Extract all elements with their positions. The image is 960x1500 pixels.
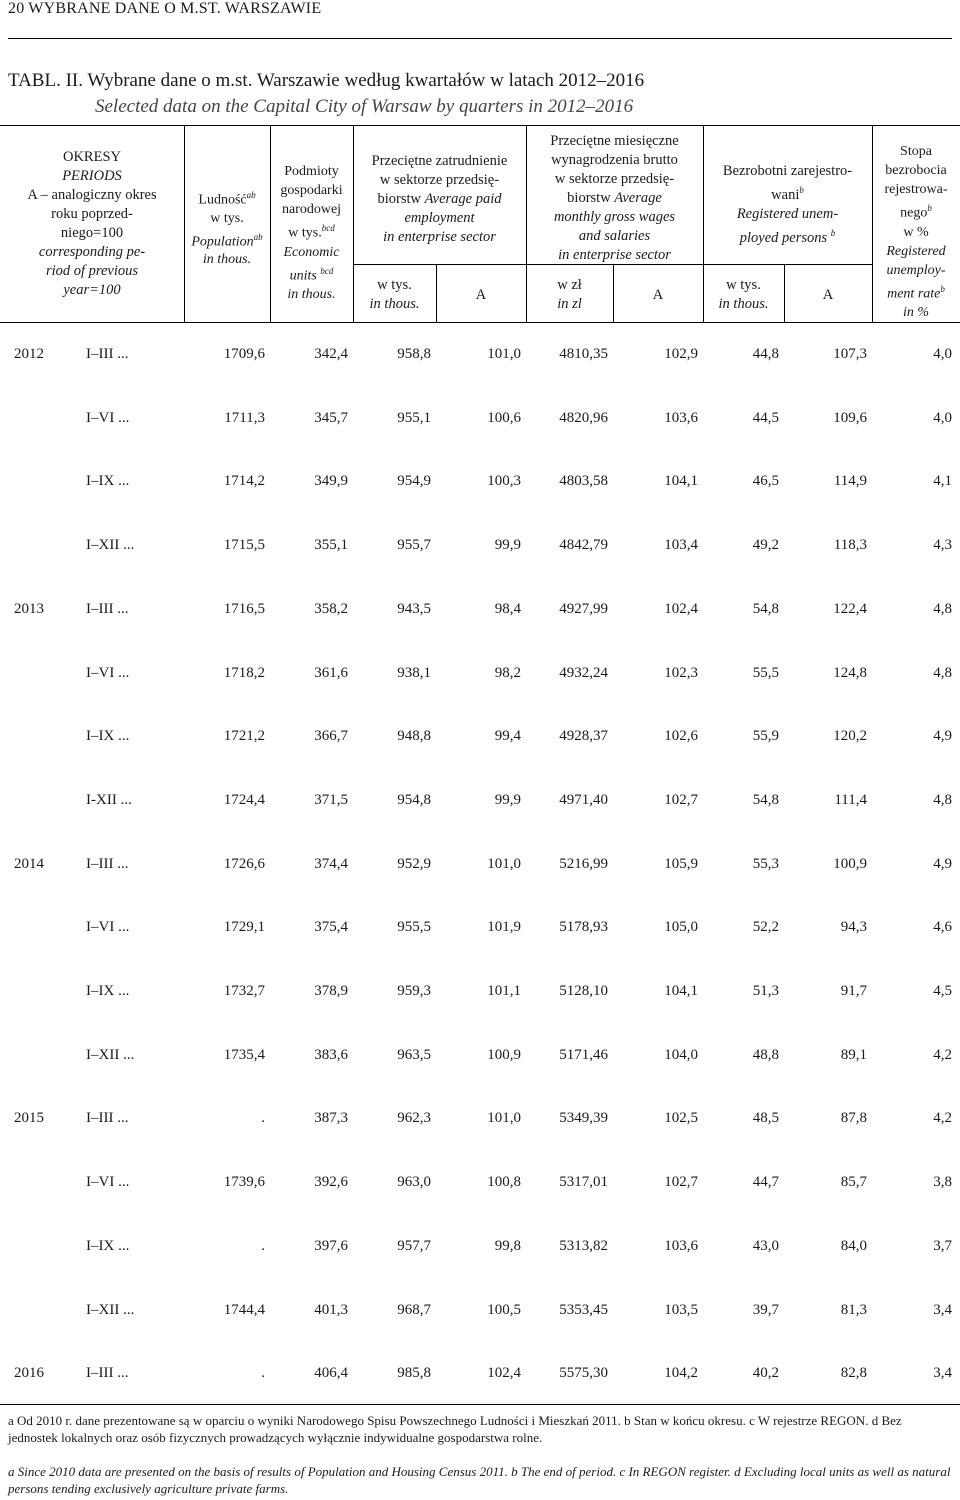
cell-rate: 3,7 (933, 1237, 952, 1254)
cell-wage: 5178,93 (559, 919, 608, 936)
cell-wage_a: 105,0 (664, 919, 698, 936)
cell-units: 358,2 (314, 600, 348, 617)
table-row (0, 1238, 960, 1268)
page-header: 20 WYBRANE DANE O M.ST. WARSZAWIE (8, 0, 322, 17)
table-row (0, 919, 960, 949)
table-row (0, 792, 960, 822)
cell-pop: 1739,6 (223, 1174, 265, 1191)
cell-wage: 5317,01 (559, 1174, 608, 1191)
cell-year: 2016 (14, 1365, 44, 1382)
footnotes-en: a Since 2010 data are presented on the basis of results of Population and Housing Census 2011. b The end of period. c In REGON register. d Excluding local units as well as natural persons tending exclusively agriculture private farms. (8, 1464, 951, 1496)
cell-period: I–III ... (86, 600, 129, 617)
cell-rate: 3,4 (933, 1301, 952, 1318)
cell-unemp: 54,8 (752, 600, 779, 617)
table-header-rule (0, 322, 960, 323)
cell-unemp: 44,8 (752, 346, 779, 362)
cell-period: I-XII ... (86, 791, 132, 808)
cell-period: I–XII ... (86, 1301, 135, 1318)
cell-unemp: 46,5 (752, 473, 779, 490)
cell-unemp_a: 122,4 (833, 600, 867, 617)
cell-unemp_a: 87,8 (840, 1110, 867, 1127)
cell-rate: 4,9 (933, 855, 952, 872)
cell-pop: 1724,4 (223, 791, 265, 808)
cell-period: I–III ... (86, 855, 129, 872)
cell-rate: 4,2 (933, 1110, 952, 1127)
cell-units: 406,4 (314, 1365, 348, 1382)
table-title: TABL. II. Wybrane dane o m.st. Warszawie według kwartałów w latach 2012–2016 (8, 70, 645, 91)
cell-units: 401,3 (314, 1301, 348, 1318)
cell-emp: 963,0 (397, 1174, 431, 1191)
cell-unemp: 43,0 (752, 1237, 779, 1254)
cell-emp: 958,8 (397, 346, 431, 362)
cell-year: 2014 (14, 855, 44, 872)
cell-wage: 4842,79 (559, 537, 608, 554)
cell-pop: . (261, 1110, 265, 1127)
cell-wage: 5313,82 (559, 1237, 608, 1254)
cell-wage_a: 102,7 (664, 791, 698, 808)
cell-wage_a: 103,6 (664, 1237, 698, 1254)
cell-unemp: 44,5 (752, 409, 779, 426)
table-row (0, 601, 960, 631)
cell-rate: 4,8 (933, 791, 952, 808)
sub-rule (353, 264, 526, 265)
cell-pop: 1732,7 (223, 983, 265, 999)
header-population: Ludność$^{ab}$ w tys. Population$^{ab}$ in thous. (191, 190, 263, 268)
cell-unemp_a: 89,1 (840, 1046, 867, 1063)
cell-units: 345,7 (314, 409, 348, 426)
cell-units: 366,7 (314, 728, 348, 745)
cell-emp_a: 101,0 (487, 1110, 521, 1127)
cell-unemp_a: 120,2 (833, 728, 867, 745)
cell-emp: 943,5 (397, 600, 431, 617)
cell-wage_a: 105,9 (664, 855, 698, 872)
cell-wage_a: 102,6 (664, 728, 698, 745)
cell-period: I–VI ... (86, 919, 130, 936)
cell-period: I–XII ... (86, 1046, 135, 1063)
cell-pop: 1744,4 (223, 1301, 265, 1318)
cell-wage: 4971,40 (559, 791, 608, 808)
cell-wage_a: 104,1 (664, 983, 698, 999)
header-unemployed-unit: w tys. in thous. (718, 277, 769, 312)
cell-emp_a: 101,0 (487, 346, 521, 362)
header-employment-unit: w tys. in thous. (369, 277, 420, 312)
cell-wage: 5353,45 (559, 1301, 608, 1318)
table-row (0, 1047, 960, 1077)
cell-emp_a: 99,8 (494, 1237, 521, 1254)
table-title-en: Selected data on the Capital City of Warsaw by quarters in 2012–2016 (95, 96, 634, 117)
cell-unemp_a: 84,0 (840, 1237, 867, 1254)
cell-rate: 4,0 (933, 409, 952, 426)
cell-unemp: 39,7 (752, 1301, 779, 1318)
cell-wage: 4803,58 (559, 473, 608, 490)
cell-emp_a: 101,9 (487, 919, 521, 936)
cell-emp_a: 100,8 (487, 1174, 521, 1191)
table-row (0, 665, 960, 695)
header-unemployment-rate: Stopa bezrobocia rejestrowa- nego$^b$ w % Registered unemploy- ment rate$^b$ in % (884, 144, 948, 321)
cell-pop: 1715,5 (223, 537, 265, 554)
cell-rate: 4,0 (933, 346, 952, 362)
cell-unemp: 44,7 (752, 1174, 779, 1191)
cell-units: 378,9 (314, 983, 348, 999)
cell-emp: 952,9 (397, 855, 431, 872)
cell-wage_a: 104,0 (664, 1046, 698, 1063)
cell-emp: 955,1 (397, 409, 431, 426)
cell-units: 374,4 (314, 855, 348, 872)
cell-rate: 3,4 (933, 1365, 952, 1382)
table-row (0, 1302, 960, 1332)
cell-units: 387,3 (314, 1110, 348, 1127)
cell-wage_a: 104,2 (664, 1365, 698, 1382)
cell-wage: 4927,99 (559, 600, 608, 617)
header-unemployed: Bezrobotni zarejestro- wani$^b$ Registered unem- ployed persons $^b$ (722, 163, 853, 246)
cell-year: 2015 (14, 1110, 44, 1127)
cell-unemp_a: 81,3 (840, 1301, 867, 1318)
cell-pop: 1726,6 (223, 855, 265, 872)
header-wages-index: A (652, 287, 664, 303)
cell-pop: . (261, 1237, 265, 1254)
cell-unemp_a: 107,3 (833, 346, 867, 362)
cell-period: I–IX ... (86, 728, 130, 745)
cell-units: 349,9 (314, 473, 348, 490)
cell-wage: 4810,35 (559, 346, 608, 362)
cell-wage_a: 103,5 (664, 1301, 698, 1318)
cell-emp_a: 98,2 (494, 664, 521, 681)
cell-rate: 4,6 (933, 919, 952, 936)
cell-emp: 985,8 (397, 1365, 431, 1382)
cell-emp_a: 100,5 (487, 1301, 521, 1318)
cell-pop: 1709,6 (223, 346, 265, 362)
header-employment-index: A (475, 287, 487, 303)
cell-emp: 955,5 (397, 919, 431, 936)
cell-emp_a: 99,4 (494, 728, 521, 745)
cell-unemp_a: 91,7 (840, 983, 867, 999)
cell-units: 392,6 (314, 1174, 348, 1191)
cell-unemp_a: 109,6 (833, 409, 867, 426)
cell-wage_a: 103,4 (664, 537, 698, 554)
table-row (0, 410, 960, 440)
cell-emp: 955,7 (397, 537, 431, 554)
table-top-rule (0, 125, 960, 126)
header-economic-units: Podmioty gospodarki narodowej w tys.$^{bcd}$ Economic units $^{bcd}$ in thous. (280, 164, 343, 303)
table-row (0, 1365, 960, 1395)
cell-emp_a: 101,0 (487, 855, 521, 872)
cell-emp_a: 98,4 (494, 600, 521, 617)
sub-rule (703, 264, 872, 265)
cell-wage_a: 102,7 (664, 1174, 698, 1191)
cell-pop: 1718,2 (223, 664, 265, 681)
cell-wage: 4932,24 (559, 664, 608, 681)
table-row (0, 537, 960, 567)
cell-unemp: 51,3 (752, 983, 779, 999)
cell-emp: 962,3 (397, 1110, 431, 1127)
cell-pop: 1716,5 (223, 600, 265, 617)
cell-year: 2012 (14, 346, 44, 362)
cell-pop: 1735,4 (223, 1046, 265, 1063)
cell-units: 361,6 (314, 664, 348, 681)
cell-unemp: 48,8 (752, 1046, 779, 1063)
cell-period: I–IX ... (86, 473, 130, 490)
cell-wage: 5575,30 (559, 1365, 608, 1382)
table-row (0, 983, 960, 1013)
cell-period: I–III ... (86, 346, 129, 362)
table-row (0, 473, 960, 503)
cell-period: I–XII ... (86, 537, 135, 554)
cell-emp: 938,1 (397, 664, 431, 681)
cell-emp_a: 100,9 (487, 1046, 521, 1063)
cell-emp: 963,5 (397, 1046, 431, 1063)
footnotes-pl: a Od 2010 r. dane prezentowane są w oparciu o wyniki Narodowego Spisu Powszechnego Ludności i Mieszkań 2011. b Stan w końcu okresu. c W rejestrze REGON. d Bez jednostek lokalnych oraz osób fizycznych prowadzących wyłącznie indywidualne gospodarstwa rolne. (8, 1413, 902, 1445)
cell-emp_a: 102,4 (487, 1365, 521, 1382)
table-bottom-rule (0, 1404, 960, 1405)
cell-period: I–VI ... (86, 1174, 130, 1191)
cell-units: 397,6 (314, 1237, 348, 1254)
cell-unemp_a: 100,9 (833, 855, 867, 872)
cell-emp: 948,8 (397, 728, 431, 745)
cell-unemp_a: 118,3 (833, 537, 867, 554)
cell-rate: 4,3 (933, 537, 952, 554)
cell-rate: 4,2 (933, 1046, 952, 1063)
cell-units: 342,4 (314, 346, 348, 362)
header-periods: OKRESY PERIODS A – analogiczny okres roku poprzed- niego=100 corresponding pe- riod of previous year=100 (27, 149, 157, 298)
cell-units: 355,1 (314, 537, 348, 554)
cell-rate: 3,8 (933, 1174, 952, 1191)
cell-pop: 1729,1 (223, 919, 265, 936)
cell-unemp_a: 82,8 (840, 1365, 867, 1382)
cell-wage: 5216,99 (559, 855, 608, 872)
cell-units: 371,5 (314, 791, 348, 808)
cell-emp_a: 99,9 (494, 537, 521, 554)
cell-period: I–VI ... (86, 664, 130, 681)
header-employment: Przeciętne zatrudnienie w sektorze przedsię- biorstw Average paid employment in enterprise sector (371, 153, 508, 245)
table-row (0, 346, 960, 376)
cell-unemp: 49,2 (752, 537, 779, 554)
cell-rate: 4,5 (933, 983, 952, 999)
cell-wage: 5349,39 (559, 1110, 608, 1127)
table-row (0, 728, 960, 758)
cell-wage: 4928,37 (559, 728, 608, 745)
cell-emp: 954,9 (397, 473, 431, 490)
cell-rate: 4,1 (933, 473, 952, 490)
cell-unemp_a: 85,7 (840, 1174, 867, 1191)
cell-pop: . (261, 1365, 265, 1382)
table-row (0, 1110, 960, 1140)
cell-emp_a: 99,9 (494, 791, 521, 808)
header-wages: Przeciętne miesięczne wynagrodzenia brutto w sektorze przedsię- biorstw Average monthly gross wages and salaries in enterprise sector (550, 133, 679, 263)
cell-wage_a: 104,1 (664, 473, 698, 490)
cell-emp: 954,8 (397, 791, 431, 808)
cell-unemp: 55,9 (752, 728, 779, 745)
cell-wage_a: 102,4 (664, 600, 698, 617)
header-unemployed-index: A (822, 287, 834, 303)
cell-emp_a: 100,3 (487, 473, 521, 490)
cell-pop: 1721,2 (223, 728, 265, 745)
cell-period: I–III ... (86, 1365, 129, 1382)
cell-year: 2013 (14, 600, 44, 617)
cell-emp_a: 100,6 (487, 409, 521, 426)
cell-units: 375,4 (314, 919, 348, 936)
cell-unemp: 48,5 (752, 1110, 779, 1127)
table-row (0, 1174, 960, 1204)
cell-unemp: 40,2 (752, 1365, 779, 1382)
cell-wage_a: 102,9 (664, 346, 698, 362)
cell-period: I–IX ... (86, 1237, 130, 1254)
cell-unemp: 52,2 (752, 919, 779, 936)
table-row (0, 856, 960, 886)
cell-units: 383,6 (314, 1046, 348, 1063)
header-rule (8, 38, 952, 39)
cell-period: I–III ... (86, 1110, 129, 1127)
cell-emp: 968,7 (397, 1301, 431, 1318)
cell-wage_a: 103,6 (664, 409, 698, 426)
cell-unemp: 54,8 (752, 791, 779, 808)
cell-period: I–IX ... (86, 983, 130, 999)
cell-wage_a: 102,5 (664, 1110, 698, 1127)
cell-pop: 1714,2 (223, 473, 265, 490)
cell-unemp_a: 114,9 (833, 473, 867, 490)
cell-rate: 4,8 (933, 664, 952, 681)
cell-period: I–VI ... (86, 409, 130, 426)
header-wages-unit: w zł in zl (557, 277, 582, 312)
cell-wage: 5128,10 (559, 983, 608, 999)
cell-unemp_a: 124,8 (833, 664, 867, 681)
cell-unemp: 55,3 (752, 855, 779, 872)
cell-emp_a: 101,1 (487, 983, 521, 999)
cell-emp: 957,7 (397, 1237, 431, 1254)
cell-pop: 1711,3 (224, 409, 265, 426)
cell-wage_a: 102,3 (664, 664, 698, 681)
cell-emp: 959,3 (397, 983, 431, 999)
cell-unemp_a: 94,3 (840, 919, 867, 936)
cell-wage: 5171,46 (559, 1046, 608, 1063)
cell-unemp: 55,5 (752, 664, 779, 681)
cell-rate: 4,8 (933, 600, 952, 617)
cell-unemp_a: 111,4 (834, 791, 867, 808)
cell-wage: 4820,96 (559, 409, 608, 426)
cell-rate: 4,9 (933, 728, 952, 745)
